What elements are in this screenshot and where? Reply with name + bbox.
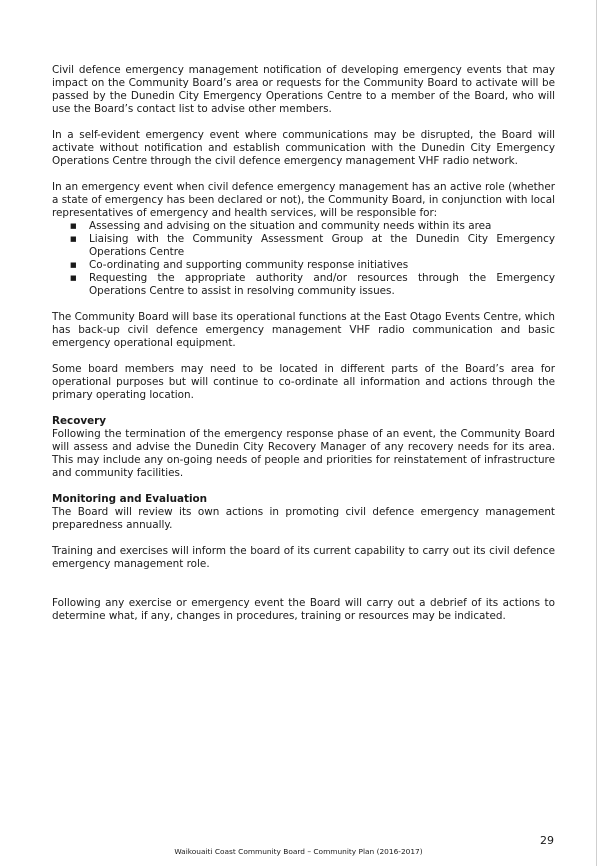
self-evident-emergency-paragraph: In a self-evident emergency event where communications may be disrupted, the Board will activate without notification and establish communication with the Dunedin City Emergency Operations Centre through the civil defence emergency management VHF radio network. — [52, 129, 555, 167]
bullet-icon: ■ — [70, 274, 77, 282]
page-footer: Waikouaiti Coast Community Board – Community Plan (2016-2017) — [174, 847, 423, 856]
debrief-paragraph: Following any exercise or emergency event the Board will carry out a debrief of its actions to determine what, if any, changes in procedures, training or resources may be indicated. — [52, 597, 555, 622]
responsibilities-list — [52, 220, 555, 298]
notification-paragraph: Civil defence emergency management notification of developing emergency events that may impact on the Community Board’s area or requests for the Community Board to activate will be passed by the Dunedin City Emergency Operations Centre to a member of the Board, who will use the Board’s contact list to advise other members. — [52, 64, 555, 115]
list-item — [52, 272, 555, 298]
list-item-text: Assessing and advising on the situation and community needs within its area — [89, 220, 492, 232]
recovery-paragraph: Following the termination of the emergency response phase of an event, the Community Board will assess and advise the Dunedin City Recovery Manager of any recovery needs for its area. This may include any on-going needs of people and priorities for reinstatement of infrastructure and community facilities. — [52, 428, 555, 479]
board-location-paragraph: Some board members may need to be located in different parts of the Board’s area for operational purposes but will continue to co-ordinate all information and actions through the primary operating location. — [52, 363, 555, 401]
recovery-heading: Recovery — [52, 415, 107, 427]
page-number: 29 — [540, 834, 554, 847]
spacer — [52, 584, 555, 597]
training-paragraph: Training and exercises will inform the board of its current capability to carry out its civil defence emergency management role. — [52, 545, 555, 570]
bullet-icon: ■ — [70, 261, 77, 269]
monitoring-review-paragraph: The Board will review its own actions in promoting civil defence emergency management preparedness annually. — [52, 506, 555, 531]
list-item — [52, 220, 555, 233]
list-item-text: Co-ordinating and supporting community response initiatives — [89, 259, 409, 271]
bullet-icon: ■ — [70, 222, 77, 230]
list-item — [52, 259, 555, 272]
list-item — [52, 233, 555, 259]
bullet-icon: ■ — [70, 235, 77, 243]
list-item-text: Requesting the appropriate authority and/or resources through the Emergency Operations Centre to assist in resolving community issues. — [89, 272, 555, 297]
list-item-text: Liaising with the Community Assessment Group at the Dunedin City Emergency Operations Centre — [89, 233, 555, 258]
monitoring-heading: Monitoring and Evaluation — [52, 493, 208, 505]
operational-base-paragraph: The Community Board will base its operational functions at the East Otago Events Centre, which has back-up civil defence emergency management VHF radio communication and basic emergency operational equipment. — [52, 311, 555, 349]
active-role-paragraph: In an emergency event when civil defence emergency management has an active role (whether a state of emergency has been declared or not), the Community Board, in conjunction with local representatives of emergency and health services, will be responsible for: — [52, 181, 555, 219]
page-body — [52, 64, 555, 636]
